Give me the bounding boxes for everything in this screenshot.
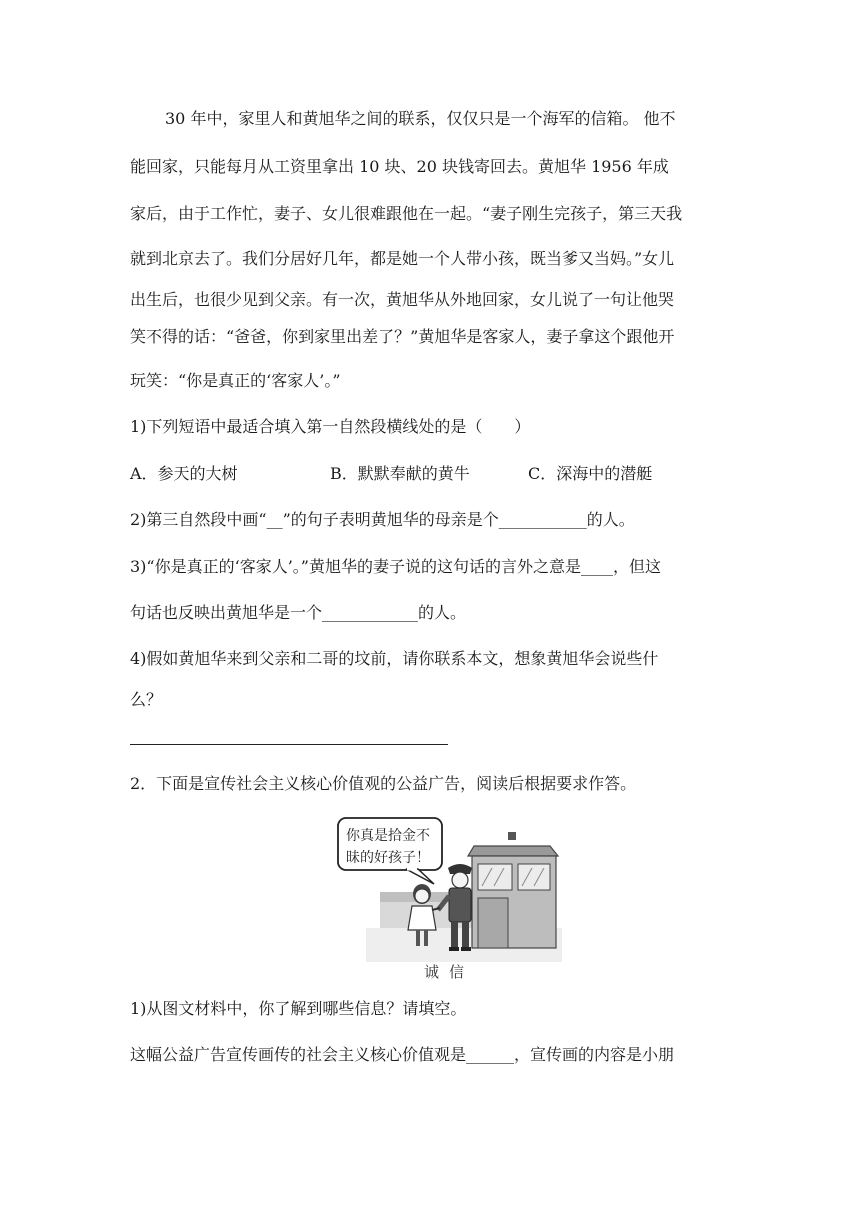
option-a: A．参天的大树	[130, 464, 238, 483]
question-3-line-1: 3)“你是真正的‘客家人’。”黄旭华的妻子说的这句话的言外之意是____，但这	[130, 557, 661, 576]
passage-line-1: 30 年中，家里人和黄旭华之间的联系，仅仅只是一个海军的信箱。 他不	[165, 109, 676, 128]
question-4-line-1: 4)假如黄旭华来到父亲和二哥的坟前，请你联系本文，想象黄旭华会说些什	[130, 649, 659, 668]
ad-illustration	[336, 812, 562, 980]
passage-line-3: 家后，由于工作忙，妻子、女儿很难跟他在一起。“妻子刚生完孩子，第三天我	[130, 204, 683, 223]
illustration-caption: 诚信	[423, 963, 474, 981]
question-2: 2)第三自然段中画“__”的句子表明黄旭华的母亲是个___________的人。	[130, 510, 635, 529]
option-c: C．深海中的潜艇	[528, 464, 653, 483]
passage-line-7: 玩笑：“你是真正的‘客家人’。”	[130, 371, 341, 390]
section-2-subquestion-1: 1)从图文材料中，你了解到哪些信息？请填空。	[130, 999, 467, 1018]
passage-line-2: 能回家，只能每月从工资里拿出 10 块、20 块钱寄回去。黄旭华 1956 年成	[130, 157, 669, 176]
speech-bubble	[338, 818, 442, 884]
section-2-subquestion-1-text: 这幅公益广告宣传画传的社会主义核心价值观是______，宣传画的内容是小朋	[130, 1045, 675, 1064]
passage-line-5: 出生后，也很少见到父亲。有一次，黄旭华从外地回家，女儿说了一句让他哭	[130, 290, 675, 309]
bubble-text-line-2: 昧的好孩子！	[346, 850, 430, 866]
question-4-line-2: 么？	[130, 690, 163, 709]
question-1: 1)下列短语中最适合填入第一自然段横线处的是（ ）	[130, 417, 531, 436]
illustration-drawing	[336, 812, 562, 962]
guard-booth	[468, 832, 558, 948]
passage-line-4: 就到北京去了。我们分居好几年，都是她一个人带小孩，既当爹又当妈。”女儿	[130, 249, 675, 268]
answer-blank-line	[130, 744, 448, 745]
option-b: B．默默奉献的黄牛	[330, 464, 470, 483]
question-3-line-2: 句话也反映出黄旭华是一个____________的人。	[130, 603, 467, 622]
bubble-text-line-1: 你真是拾金不	[346, 828, 430, 844]
passage-line-6: 笑不得的话：“爸爸，你到家里出差了？”黄旭华是客家人，妻子拿这个跟他开	[130, 327, 675, 346]
section-2-heading: 2．下面是宣传社会主义核心价值观的公益广告，阅读后根据要求作答。	[130, 774, 637, 793]
